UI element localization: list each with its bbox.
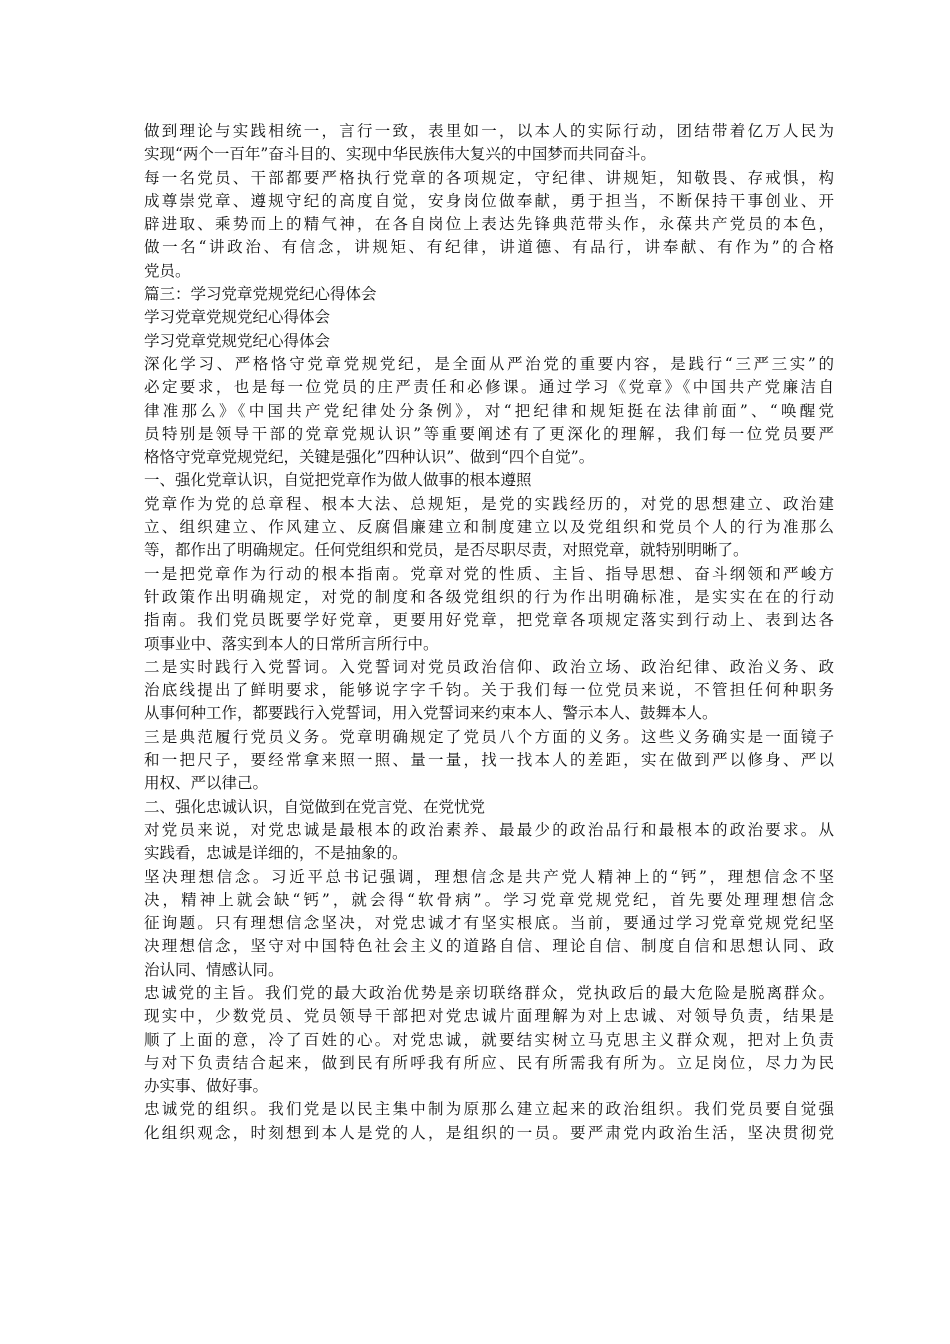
document-page: [144, 120, 834, 1145]
text-line: 决理想信念，坚守对中国特色社会主义的道路自信、理论自信、制度自信和思想认同、政: [144, 937, 834, 956]
text-line: 党章作为党的总章程、根本大法、总规矩，是党的实践经历的，对党的思想建立、政治建: [144, 494, 834, 513]
text-line: 三是典范履行党员义务。党章明确规定了党员八个方面的义务。这些义务确实是一面镜子: [144, 727, 834, 746]
text-line: 二、强化忠诚认识，自觉做到在党言党、在党忧党: [144, 797, 486, 816]
text-line: 党员。: [144, 261, 191, 280]
text-line: 用权、严以律己。: [144, 774, 269, 793]
text-line: 化组织观念，时刻想到本人是党的人，是组织的一员。要严肃党内政治生活，坚决贯彻党: [144, 1123, 834, 1142]
text-line: 成尊崇党章、遵规守纪的高度自觉，安身岗位做奉献，勇于担当，不断保持干事创业、开: [144, 191, 834, 210]
text-line: 实践看，忠诚是详细的，不是抽象的。: [144, 844, 408, 863]
text-line: 项事业中、落实到本人的日常所言所行中。: [144, 634, 439, 653]
text-line: 深化学习、严格恪守党章党规党纪，是全面从严治党的重要内容，是践行“三严三实”的: [144, 354, 834, 373]
text-line: 二是实时践行入党誓词。入党誓词对党员政治信仰、政治立场、政治纪律、政治义务、政: [144, 657, 834, 676]
text-line: 立、组织建立、作风建立、反腐倡廉建立和制度建立以及党组织和党员个人的行为准那么: [144, 518, 834, 537]
text-line: 对党员来说，对党忠诚是最根本的政治素养、最最少的政治品行和最根本的政治要求。从: [144, 820, 834, 839]
text-line: 治认同、情感认同。: [144, 960, 284, 979]
text-line: 治底线提出了鲜明要求，能够说字字千钧。关于我们每一位党员来说，不管担任何种职务: [144, 681, 834, 700]
text-line: 篇三：学习党章党规党纪心得体会: [144, 285, 377, 304]
text-line: 忠诚党的组织。我们党是以民主集中制为原那么建立起来的政治组织。我们党员要自觉强: [144, 1100, 834, 1119]
text-line: 员特别是领导干部的党章党规认识”等重要阐述有了更深化的理解，我们每一位党员要严: [144, 424, 834, 443]
text-line: 辟进取、乘势而上的精气神，在各自岗位上表达先锋典范带头作，永葆共产党员的本色，: [144, 215, 834, 234]
text-line: 实现“两个一百年”奋斗目的、实现中华民族伟大复兴的中国梦而共同奋斗。: [144, 145, 656, 164]
text-line: 与对下负责结合起来，做到民有所呼我有所应、民有所需我有所为。立足岗位，尽力为民: [144, 1053, 834, 1072]
text-line: 每一名党员、干部都要严格执行党章的各项规定，守纪律、讲规矩，知敬畏、存戒惧，构: [144, 168, 834, 187]
text-line: 指南。我们党员既要学好党章，更要用好党章，把党章各项规定落实到行动上、表到达各: [144, 611, 834, 630]
text-line: 忠诚党的主旨。我们党的最大政治优势是亲切联络群众，党执政后的最大危险是脱离群众。: [144, 983, 834, 1002]
text-line: 必定要求，也是每一位党员的庄严责任和必修课。通过学习《党章》《中国共产党廉洁自: [144, 378, 834, 397]
text-line: 格恪守党章党规党纪，关键是强化”四种认识”、做到“四个自觉”。: [144, 448, 595, 467]
text-line: 做一名“讲政治、有信念，讲规矩、有纪律，讲道德、有品行，讲奉献、有作为”的合格: [144, 238, 834, 257]
text-line: 决，精神上就会缺“钙”，就会得“软骨病”。学习党章党规党纪，首先要处理理想信念: [144, 890, 834, 909]
text-line: 学习党章党规党纪心得体会: [144, 331, 331, 350]
text-line: 律准那么》《中国共产党纪律处分条例》，对“把纪律和规矩挺在法律前面”、“唤醒党: [144, 401, 834, 420]
text-line: 和一把尺子，要经常拿来照一照、量一量，找一找本人的差距，实在做到严以修身、严以: [144, 751, 834, 770]
text-line: 等，都作出了明确规定。任何党组织和党员，是否尽职尽责，对照党章，就特别明晰了。: [144, 541, 749, 560]
text-line: 现实中，少数党员、党员领导干部把对党忠诚片面理解为对上忠诚、对领导负责，结果是: [144, 1007, 834, 1026]
text-line: 一是把党章作为行动的根本指南。党章对党的性质、主旨、指导思想、奋斗纲领和严峻方: [144, 564, 834, 583]
text-line: 征询题。只有理想信念坚决，对党忠诚才有坚实根底。当前，要通过学习党章党规党纪坚: [144, 914, 834, 933]
text-line: 做到理论与实践相统一，言行一致，表里如一，以本人的实际行动，团结带着亿万人民为: [144, 122, 834, 140]
text-line: 一、强化党章认识，自觉把党章作为做人做事的根本遵照: [144, 471, 532, 490]
text-line: 坚决理想信念。习近平总书记强调，理想信念是共产党人精神上的“钙”，理想信念不坚: [144, 867, 834, 886]
text-line: 针政策作出明确规定，对党的制度和各级党组织的行为作出明确标准，是实实在在的行动: [144, 587, 834, 606]
text-line: 顺了上面的意，冷了百姓的心。对党忠诚，就要结实树立马克思主义群众观，把对上负责: [144, 1030, 834, 1049]
text-line: 办实事、做好事。: [144, 1077, 269, 1096]
text-line: 从事何种工作，都要践行入党誓词，用入党誓词来约束本人、警示本人、鼓舞本人。: [144, 704, 718, 723]
text-line: 学习党章党规党纪心得体会: [144, 308, 331, 327]
